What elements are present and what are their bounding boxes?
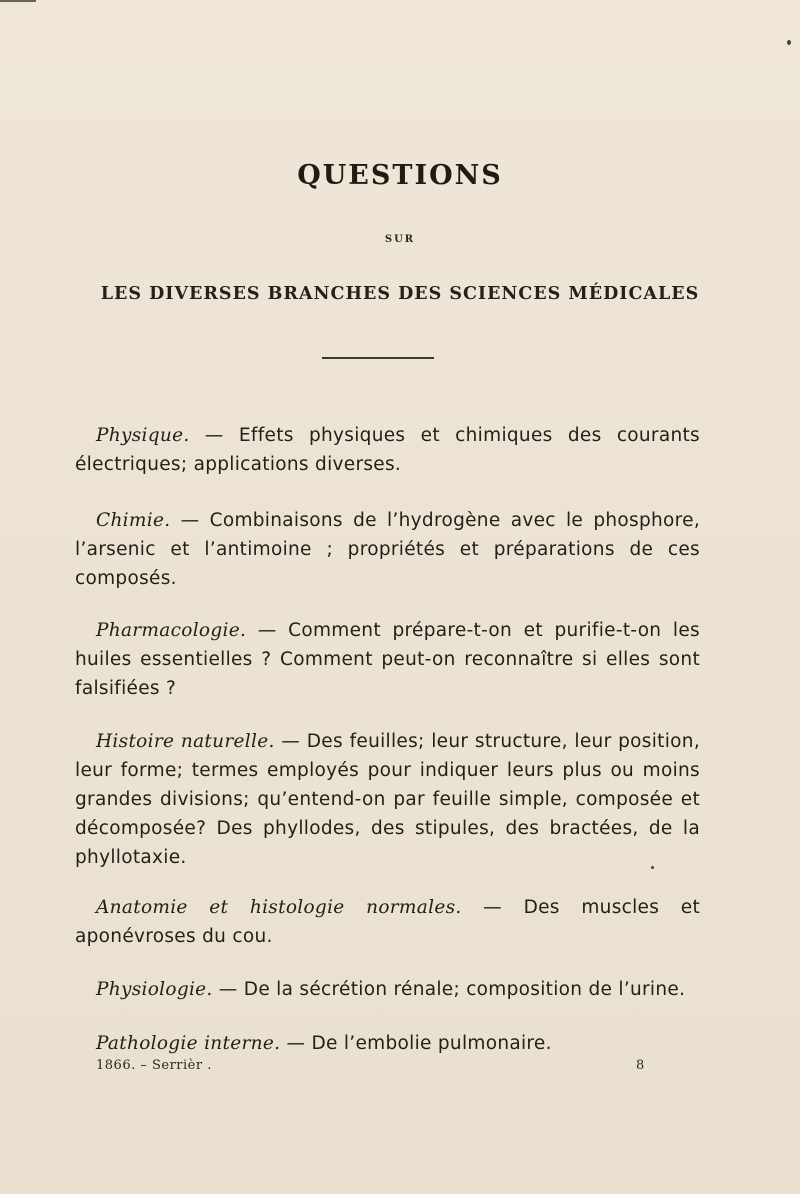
section-anatomie [75,893,700,951]
section-label: Pharmacologie. [96,620,247,641]
ink-speck [787,40,791,45]
section-label: Physique. [96,425,190,446]
section-text: — Effets physiques et chimiques des courants électriques; applications diverses. [75,425,700,475]
section-label: Chimie. [96,510,171,531]
page-sur: SUR [384,234,416,245]
decorative-rule [322,357,434,359]
section-pharmacologie [75,616,700,703]
page-subtitle: LES DIVERSES BRANCHES DES SCIENCES MÉDICALES [100,284,700,304]
section-label: Physiologie. [96,979,213,1000]
page-edge-line [0,0,36,2]
section-text: — De la sécrétion rénale; composition de l’urine. [212,979,686,1000]
section-text: — Comment prépare-t-on et purifie-t-on les huiles essentielles ? Comment peut-on reconnaître si elles sont falsifiées ? [75,620,700,699]
section-physiologie [75,975,700,1004]
section-label: Anatomie et histologie normales. [96,897,462,918]
section-text: — Combinaisons de l’hydrogène avec le phosphore, l’arsenic et l’antimoine ; propriétés et préparations de ces composés. [75,510,700,589]
page-title: QUESTIONS [297,160,503,191]
section-chimie [75,506,700,593]
section-label: Pathologie interne. [96,1033,281,1054]
footer-signature-number: 8 [636,1058,645,1073]
section-histoire-naturelle [75,727,700,872]
section-text: — Des feuilles; leur structure, leur position, leur forme; termes employés pour indiquer leurs plus ou moins grandes divisions; qu’entend-on par feuille simple, composée et décomposée? Des phyllodes, des stipules, des bractées, de la phyllotaxie. [75,731,700,868]
section-pathologie-interne [75,1029,700,1058]
footer-printer-note: 1866. – Serrièr . [96,1058,212,1073]
section-physique [75,421,700,479]
section-text: — De l’embolie pulmonaire. [280,1033,552,1054]
section-label: Histoire naturelle. [96,731,275,752]
section-text: — Des muscles et aponévroses du cou. [75,897,700,947]
